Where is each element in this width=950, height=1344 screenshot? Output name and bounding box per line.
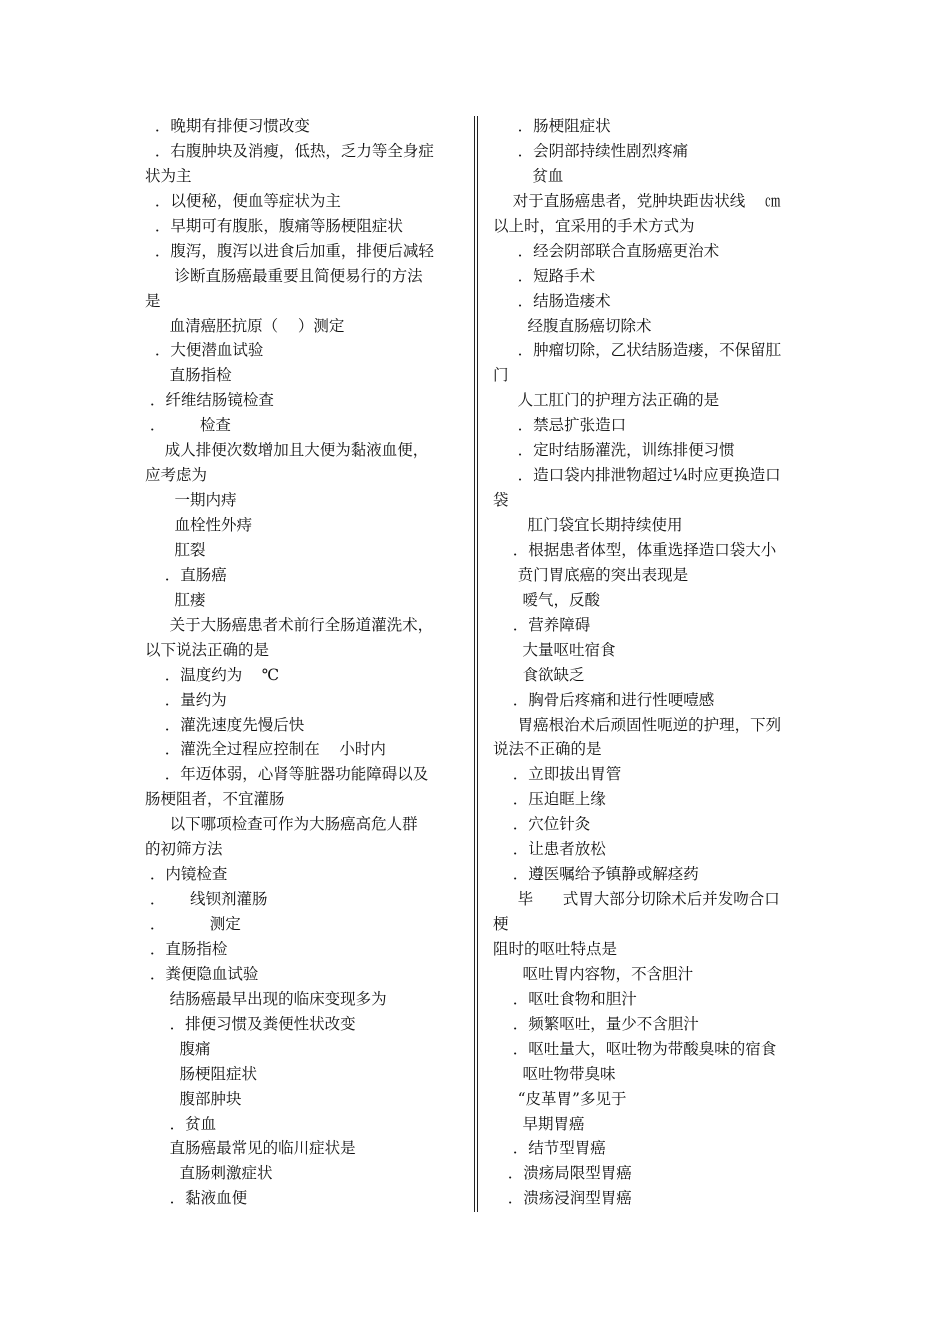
left-column-line: ．晚期有排便习惯改变 (145, 117, 310, 135)
left-column-line: 的初筛方法 (145, 840, 223, 859)
right-column-line: ．呕吐食物和胆汁 (493, 989, 637, 1008)
right-column-line: ．穴位针灸 (493, 815, 591, 834)
left-column-line: ．年迈体弱，心肾等脏器功能障碍以及 (145, 765, 429, 784)
left-column-line: ．右腹肿块及消瘦，低热，乏力等全身症 (145, 141, 434, 160)
right-column-line: 以上时，宜采用的手术方式为 (493, 216, 695, 235)
left-column-line: ．纤维结肠镜检查 (145, 391, 274, 410)
left-column-line: ．以便秘，便血等症状为主 (145, 191, 341, 210)
left-column-line: 成人排便次数增加且大便为黏液血便， (145, 441, 429, 460)
left-column-line: 肛瘘 (145, 590, 206, 609)
right-column-line: ．根据患者体型，体重选择造口袋大小 (493, 540, 777, 559)
right-column-line: 肛门袋宜长期持续使用 (493, 516, 683, 534)
right-column-line: ．胸骨后疼痛和进行性哽噎感 (493, 690, 715, 709)
right-column-line: ．呕吐量大，呕吐物为带酸臭味的宿食 (493, 1039, 777, 1058)
right-column-line: ．肿瘤切除，乙状结肠造瘘，不保留肛 (493, 341, 782, 360)
right-column (493, 114, 815, 1211)
right-column-line: 呕吐物带臭味 (493, 1064, 616, 1083)
left-column-line: ．早期可有腹胀，腹痛等肠梗阻症状 (145, 216, 403, 235)
right-column-line: ．短路手术 (493, 266, 596, 285)
right-column-line: 门 (493, 366, 509, 385)
left-column-line: ．粪便隐血试验 (145, 964, 259, 983)
right-column-line: 阻时的呕吐特点是 (493, 939, 618, 958)
right-column-line: 人工肛门的护理方法正确的是 (493, 391, 720, 410)
right-column-line: 胃癌根治术后顽固性呃逆的护理，下列 (493, 715, 782, 734)
left-column-line: 结肠癌最早出现的临床变现多为 (145, 989, 387, 1008)
right-column-line: ．遵医嘱给予镇静或解痉药 (493, 865, 699, 884)
left-column-line: ． 检查 (145, 416, 231, 435)
left-column-line: ．内镜检查 (145, 865, 228, 884)
left-column-line: ． 线钡剂灌肠 (145, 890, 268, 909)
left-column-line: 状为主 (145, 166, 192, 185)
right-column-line: 嗳气，反酸 (493, 590, 601, 609)
right-column-line: ．频繁呕吐，量少不含胆汁 (493, 1014, 699, 1033)
right-column-line: ．溃疡局限型胃癌 (493, 1164, 632, 1183)
left-column-line: ．排便习惯及粪便性状改变 (145, 1014, 356, 1033)
right-column-line: ．立即拔出胃管 (493, 765, 622, 784)
right-column-line: ．压迫眶上缘 (493, 790, 606, 809)
right-column-line: “皮革胃”多见于 (493, 1089, 627, 1108)
right-column-line: 呕吐胃内容物，不含胆汁 (493, 964, 694, 983)
left-column-line: ．直肠指检 (145, 939, 228, 958)
left-column-line: 应考虑为 (145, 466, 208, 485)
left-column-line: 以下说法正确的是 (145, 640, 270, 659)
left-column-line: 腹部肿块 (145, 1089, 242, 1108)
left-column-line: 血栓性外痔 (145, 516, 253, 534)
left-column-line: 血清癌胚抗原（ ）测定 (145, 316, 345, 335)
left-column-line: 肛裂 (145, 540, 206, 559)
left-column-line: 是 (145, 291, 161, 310)
right-column-line: 早期胃癌 (493, 1114, 585, 1133)
right-column-line: ．结肠造瘘术 (493, 291, 611, 310)
right-column-line: ．会阴部持续性剧烈疼痛 (493, 141, 689, 160)
left-column-line: ．温度约为 ℃ (145, 665, 280, 684)
left-column-line: 肠梗阻症状 (145, 1064, 257, 1083)
column-divider (474, 116, 478, 1212)
right-column-line: 经腹直肠癌切除术 (493, 316, 652, 335)
right-column-line: 说法不正确的是 (493, 740, 602, 759)
left-column-line: ．腹泻，腹泻以进食后加重，排便后减轻 (145, 241, 434, 260)
left-column-line: ．直肠癌 (145, 565, 227, 584)
left-column-line: ．贫血 (145, 1114, 217, 1133)
left-column-line: ．黏液血便 (145, 1189, 248, 1208)
right-column-line: 对于直肠癌患者，党肿块距齿状线 ㎝ (493, 191, 781, 210)
left-column-line: 以下哪项检查可作为大肠癌高危人群 (145, 815, 418, 834)
right-column-line: ．禁忌扩张造口 (493, 416, 627, 435)
right-column-line: 毕 式胃大部分切除术后并发吻合口 (493, 890, 780, 909)
left-column-line: 腹痛 (145, 1039, 211, 1058)
right-column-line: ．肠梗阻症状 (493, 117, 611, 135)
right-column-line: 贲门胃底癌的突出表现是 (493, 565, 689, 584)
left-column-line: ．量约为 (145, 690, 227, 709)
left-column-line: ．灌洗全过程应控制在 小时内 (145, 740, 386, 759)
left-column-line: 肠梗阻者，不宜灌肠 (145, 790, 285, 809)
right-column-line: ．让患者放松 (493, 840, 606, 859)
right-column-line: 袋 (493, 491, 509, 510)
right-column-line: 梗 (493, 915, 509, 933)
right-column-line: 贫血 (493, 166, 564, 185)
right-column-line: ．定时结肠灌洗，训练排便习惯 (493, 441, 735, 460)
left-column-line: 直肠癌最常见的临川症状是 (145, 1139, 356, 1158)
right-column-line: ．造口袋内排泄物超过¼时应更换造口 (493, 466, 781, 485)
left-column-line: ．大便潜血试验 (145, 341, 264, 360)
right-column-line: ．结节型胃癌 (493, 1139, 606, 1158)
left-column-line: ． 测定 (145, 915, 241, 933)
left-column (145, 114, 470, 1211)
left-column-line: 关于大肠癌患者术前行全肠道灌洗术， (145, 615, 434, 634)
right-column-line: 大量呕吐宿食 (493, 640, 616, 659)
right-column-line: ．营养障碍 (493, 615, 591, 634)
left-column-line: ．灌洗速度先慢后快 (145, 715, 305, 734)
left-column-line: 诊断直肠癌最重要且简便易行的方法 (145, 266, 423, 285)
right-column-line: 食欲缺乏 (493, 665, 585, 684)
left-column-line: 一期内痔 (145, 491, 237, 510)
right-column-line: ．经会阴部联合直肠癌更治术 (493, 241, 720, 260)
left-column-line: 直肠指检 (145, 366, 232, 385)
right-column-line: ．溃疡浸润型胃癌 (493, 1189, 632, 1208)
left-column-line: 直肠刺激症状 (145, 1164, 273, 1183)
